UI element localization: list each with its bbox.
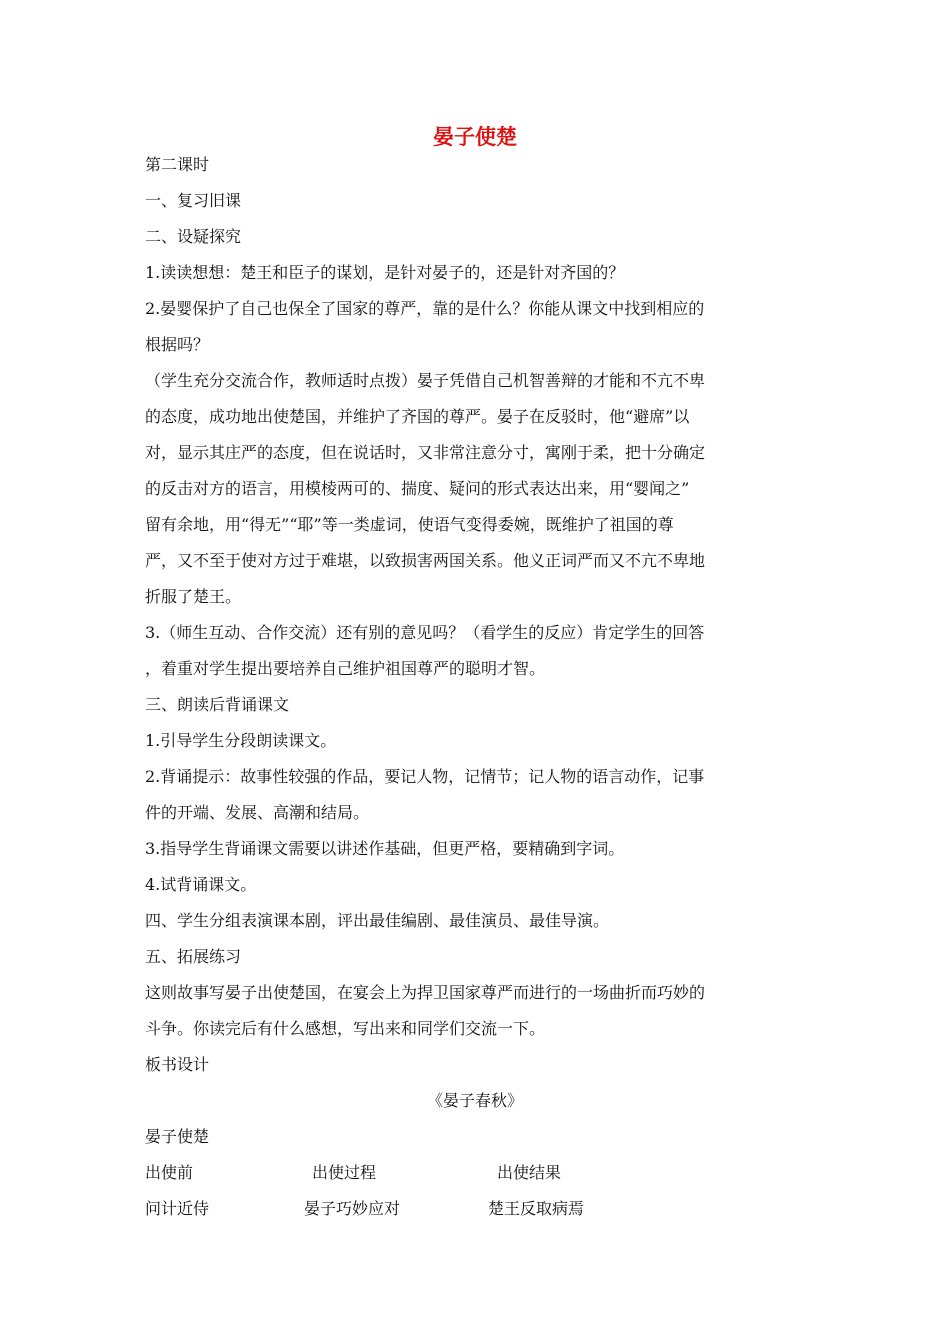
text-line: 3.指导学生背诵课文需要以讲述作基础，但更严格，要精确到字词。	[145, 839, 625, 858]
board-center-title: 《晏子春秋》	[426, 1091, 523, 1110]
text-line: 四、学生分组表演课本剧，评出最佳编剧、最佳演员、最佳导演。	[145, 911, 610, 930]
text-line: 对，显示其庄严的态度，但在说话时，又非常注意分寸，寓刚于柔，把十分确定	[145, 443, 706, 462]
text-line: 这则故事写晏子出使楚国，在宴会上为捍卫国家尊严而进行的一场曲折而巧妙的	[145, 983, 706, 1002]
text-line: （学生充分交流合作，教师适时点拨）晏子凭借自己机智善辩的才能和不亢不卑	[145, 371, 706, 390]
text-line: ，着重对学生提出要培养自己维护祖国尊严的聪明才智。	[145, 659, 546, 678]
text-line: 板书设计	[145, 1055, 210, 1074]
document-body	[145, 147, 735, 1227]
document-title: 晏子使楚	[433, 125, 517, 149]
text-line: 3.（师生互动、合作交流）还有别的意见吗？（看学生的反应）肯定学生的回答	[145, 623, 705, 642]
board-content-cell: 楚王反取病焉	[488, 1199, 585, 1218]
text-line: 第二课时	[145, 155, 210, 174]
board-header-cell: 出使前	[145, 1163, 194, 1182]
text-line: 二、设疑探究	[145, 227, 242, 246]
text-line: 的反击对方的语言，用模棱两可的、揣度、疑问的形式表达出来，用“婴闻之”	[145, 479, 690, 498]
text-line: 斗争。你读完后有什么感想，写出来和同学们交流一下。	[145, 1019, 546, 1038]
board-content-cell: 问计近侍	[145, 1199, 210, 1218]
text-line: 2.晏婴保护了自己也保全了国家的尊严，靠的是什么？你能从课文中找到相应的	[145, 299, 705, 318]
text-line: 1.读读想想：楚王和臣子的谋划，是针对晏子的，还是针对齐国的？	[145, 263, 625, 282]
text-line: 五、拓展练习	[145, 947, 242, 966]
text-line: 1.引导学生分段朗读课文。	[145, 731, 337, 750]
text-line: 2.背诵提示：故事性较强的作品，要记人物，记情节；记人物的语言动作，记事	[145, 767, 705, 786]
text-line: 严，又不至于使对方过于难堪，以致损害两国关系。他义正词严而又不亢不卑地	[145, 551, 706, 570]
text-line: 4.试背诵课文。	[145, 875, 257, 894]
text-line: 留有余地，用“得无”“耶”等一类虚词，使语气变得委婉，既维护了祖国的尊	[145, 515, 674, 534]
text-line: 折服了楚王。	[145, 587, 242, 606]
board-header-row	[145, 1155, 735, 1191]
board-content-cell: 晏子巧妙应对	[304, 1199, 401, 1218]
text-line: 件的开端、发展、高潮和结局。	[145, 803, 370, 822]
text-line: 的态度，成功地出使楚国，并维护了齐国的尊严。晏子在反驳时，他“避席”以	[145, 407, 690, 426]
board-header-cell: 出使过程	[312, 1163, 377, 1182]
board-content-row	[145, 1191, 735, 1227]
text-line: 三、朗读后背诵课文	[145, 695, 290, 714]
board-header-cell: 出使结果	[497, 1163, 562, 1182]
text-line: 一、复习旧课	[145, 191, 242, 210]
text-line: 根据吗？	[145, 335, 210, 354]
board-subtitle: 晏子使楚	[145, 1127, 210, 1146]
